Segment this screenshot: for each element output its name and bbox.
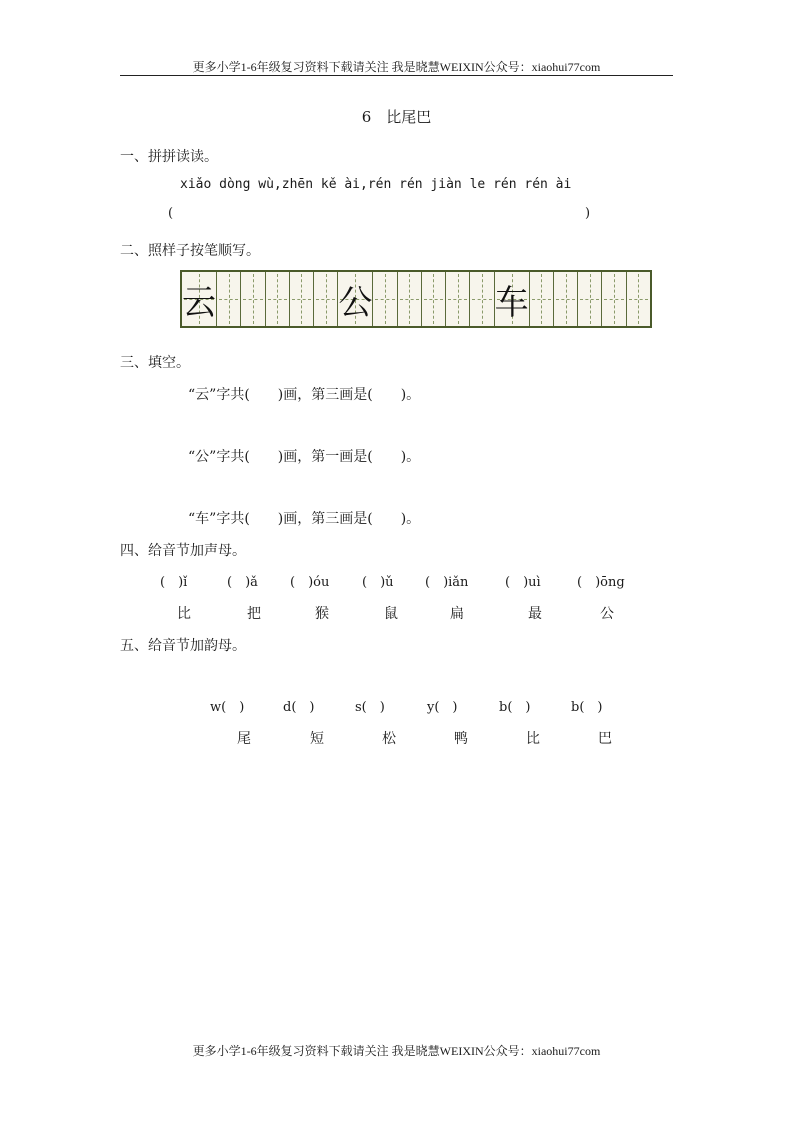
section-5-heading: 五、给音节加韵母。 (120, 638, 246, 654)
answer-close-paren: ) (585, 206, 591, 221)
hanzi-char: 最 (528, 606, 542, 622)
section-3-heading: 三、填空。 (120, 355, 190, 371)
grid-cell[interactable] (554, 272, 578, 326)
hanzi-char: 把 (247, 606, 261, 622)
syllable-blank[interactable]: ( )ǐ (160, 575, 188, 590)
syllable-blank[interactable]: ( )ǔ (362, 575, 394, 590)
header-divider (120, 75, 673, 76)
grid-cell[interactable] (530, 272, 554, 326)
hanzi-char: 松 (382, 731, 396, 747)
grid-cell[interactable] (578, 272, 602, 326)
grid-cell[interactable] (373, 272, 397, 326)
page-footer: 更多小学1-6年级复习资料下载请关注 我是晓慧WEIXIN公众号：xiaohui77com (192, 1044, 601, 1058)
hanzi-char: 短 (310, 731, 324, 747)
hanzi-char: 扁 (450, 606, 464, 622)
section-4-heading: 四、给音节加声母。 (120, 543, 246, 559)
hanzi-char: 尾 (237, 731, 251, 747)
grid-cell[interactable]: 公 (338, 272, 373, 326)
section-2-heading: 二、照样子按笔顺写。 (120, 243, 260, 259)
grid-cell[interactable] (241, 272, 265, 326)
writing-grid (180, 270, 652, 328)
hanzi-char: 鼠 (384, 606, 398, 622)
hanzi-char: 公 (600, 606, 614, 622)
grid-cell[interactable] (398, 272, 422, 326)
grid-cell[interactable] (217, 272, 241, 326)
hanzi-char: 猴 (315, 606, 329, 622)
section-1-pinyin: xiǎo dòng wù,zhēn kě ài,rén rén jiàn le rén rén ài (180, 177, 572, 192)
grid-cell[interactable] (314, 272, 338, 326)
fill-blank-line-2: “公”字共( )画，第一画是( )。 (188, 449, 421, 465)
syllable-blank[interactable]: ( )ōng (577, 575, 625, 590)
grid-cell[interactable] (266, 272, 290, 326)
grid-cell[interactable]: 云 (182, 272, 217, 326)
syllable-blank[interactable]: ( )óu (290, 575, 330, 590)
page-header: 更多小学1-6年级复习资料下载请关注 我是晓慧WEIXIN公众号：xiaohui77com (192, 60, 601, 74)
grid-cell[interactable] (422, 272, 446, 326)
syllable-blank[interactable]: d( ) (283, 700, 315, 715)
lesson-title: 6 比尾巴 (361, 108, 432, 126)
hanzi-char: 鸭 (454, 731, 468, 747)
hanzi-char: 比 (526, 731, 540, 747)
syllable-blank[interactable]: b( ) (499, 700, 531, 715)
grid-cell[interactable] (470, 272, 494, 326)
syllable-blank[interactable]: y( ) (427, 700, 458, 715)
grid-cell[interactable]: 车 (495, 272, 530, 326)
syllable-blank[interactable]: ( )ǎ (227, 575, 258, 590)
syllable-blank[interactable]: b( ) (571, 700, 603, 715)
syllable-blank[interactable]: s( ) (355, 700, 385, 715)
syllable-blank[interactable]: ( )iǎn (425, 575, 469, 590)
grid-cell[interactable] (290, 272, 314, 326)
section-1-heading: 一、拼拼读读。 (120, 149, 218, 165)
hanzi-char: 巴 (598, 731, 612, 747)
syllable-blank[interactable]: ( )uì (505, 575, 541, 590)
answer-open-paren: ( (168, 206, 174, 221)
syllable-blank[interactable]: w( ) (210, 700, 245, 715)
grid-cell[interactable] (627, 272, 650, 326)
fill-blank-line-1: “云”字共( )画，第三画是( )。 (188, 387, 421, 403)
fill-blank-line-3: “车”字共( )画，第三画是( )。 (188, 511, 421, 527)
grid-cell[interactable] (602, 272, 626, 326)
grid-cell[interactable] (446, 272, 470, 326)
hanzi-char: 比 (177, 606, 191, 622)
